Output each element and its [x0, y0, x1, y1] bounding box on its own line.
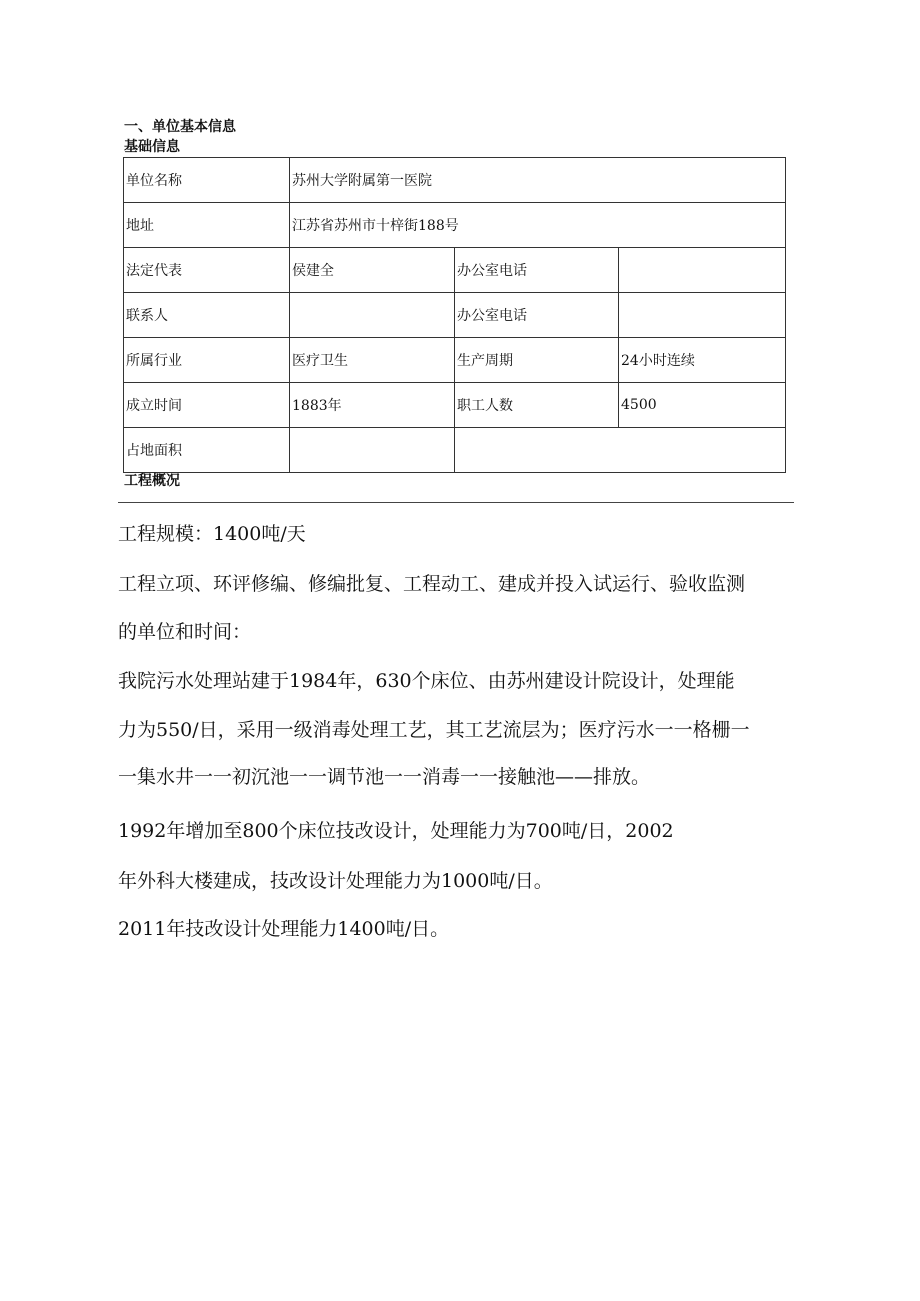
- label-industry: 所属行业: [124, 338, 290, 383]
- divider: [118, 502, 794, 503]
- project-scale: 工程规模：1400吨/天: [118, 523, 306, 545]
- paragraph-line-1: 工程立项、环评修编、修编批复、工程动工、建成并投入试运行、验收监测: [118, 573, 746, 595]
- table-row-address: [124, 203, 786, 248]
- table-row-founded: [124, 383, 786, 428]
- label-unit-name: 单位名称: [124, 158, 290, 203]
- value-contact: [290, 293, 455, 338]
- value-area: [290, 428, 455, 473]
- paragraph-line-6: 1992年增加至800个床位技改设计，处理能力为700吨/日，2002: [118, 820, 674, 842]
- paragraph-line-5: 一集水井一一初沉池一一调节池一一消毒一一接触池——排放。: [118, 766, 651, 788]
- paragraph-line-7: 年外科大楼建成，技改设计处理能力为1000吨/日。: [118, 870, 553, 892]
- table-row-industry: [124, 338, 786, 383]
- label-area: 占地面积: [124, 428, 290, 473]
- label-staff-count: 职工人数: [455, 383, 619, 428]
- value-founded: 1883年: [290, 383, 455, 428]
- label-founded: 成立时间: [124, 383, 290, 428]
- label-production-cycle: 生产周期: [455, 338, 619, 383]
- label-address: 地址: [124, 203, 290, 248]
- value-production-cycle: 24小时连续: [619, 338, 786, 383]
- project-overview-heading: 工程概况: [124, 473, 180, 489]
- paragraph-line-8: 2011年技改设计处理能力1400吨/日。: [118, 918, 450, 940]
- table-row-contact: [124, 293, 786, 338]
- table-row-unit-name: [124, 158, 786, 203]
- value-office-phone: [619, 248, 786, 293]
- paragraph-line-4: 力为550/日，采用一级消毒处理工艺，其工艺流层为；医疗污水一一格栅一: [118, 719, 750, 741]
- value-legal-rep: 侯建全: [290, 248, 455, 293]
- paragraph-line-3: 我院污水处理站建于1984年，630个床位、由苏州建设计院设计，处理能: [118, 670, 735, 692]
- table-row-legal-rep: [124, 248, 786, 293]
- value-unit-name: 苏州大学附属第一医院: [290, 158, 786, 203]
- basic-info-table: [123, 157, 786, 473]
- section-title-unit-info: 一、单位基本信息: [124, 119, 236, 135]
- paragraph-line-2: 的单位和时间：: [118, 621, 252, 643]
- label-office-phone-2: 办公室电话: [455, 293, 619, 338]
- basic-info-heading: 基础信息: [124, 139, 180, 155]
- label-office-phone: 办公室电话: [455, 248, 619, 293]
- value-staff-count: 4500: [619, 383, 786, 428]
- value-office-phone-2: [619, 293, 786, 338]
- label-legal-rep: 法定代表: [124, 248, 290, 293]
- value-industry: 医疗卫生: [290, 338, 455, 383]
- value-area-wide: [455, 428, 786, 473]
- label-contact: 联系人: [124, 293, 290, 338]
- table-row-area: [124, 428, 786, 473]
- value-address: 江苏省苏州市十梓街188号: [290, 203, 786, 248]
